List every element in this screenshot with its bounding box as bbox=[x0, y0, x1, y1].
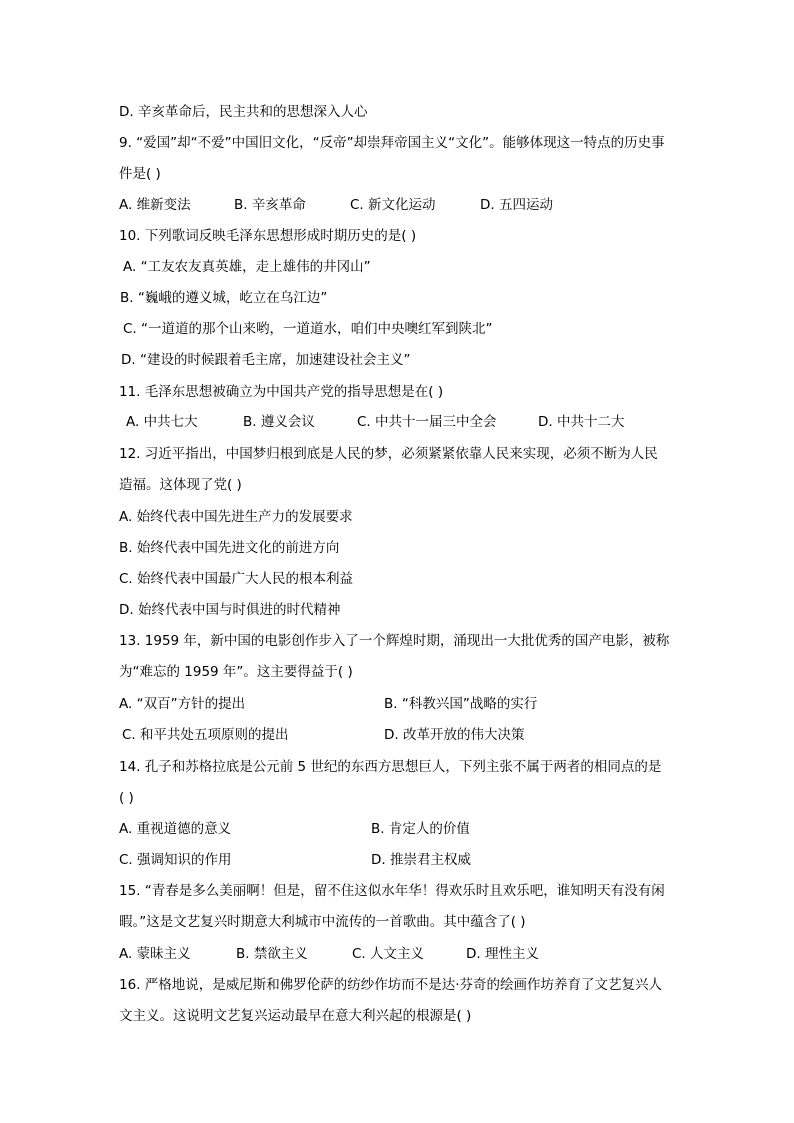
q9-stem-line1: 9. “爱国”却“不爱”中国旧文化，“反帝”却崇拜帝国主义“文化”。能够体现这一特点的历史事 bbox=[119, 135, 665, 151]
q14-stem-line1: 14. 孔子和苏格拉底是公元前 5 世纪的东西方思想巨人，下列主张不属于两者的相同点的是 bbox=[119, 759, 662, 775]
q14-option-c: C. 强调知识的作用 bbox=[119, 852, 232, 868]
q12-option-b: B. 始终代表中国先进文化的前进方向 bbox=[119, 540, 340, 556]
q9-option-a: A. 维新变法 bbox=[119, 197, 191, 213]
q9-option-d: D. 五四运动 bbox=[480, 197, 553, 213]
q16-stem-line2: 文主义。这说明文艺复兴运动最早在意大利兴起的根源是( ) bbox=[119, 1008, 472, 1024]
q11-option-a: A. 中共七大 bbox=[126, 414, 198, 430]
q13-stem-line2: 为“难忘的 1959 年”。这主要得益于( ) bbox=[119, 664, 353, 680]
q10-option-a: A. “工友农友真英雄，走上雄伟的井冈山” bbox=[123, 259, 371, 275]
q14-option-d: D. 推崇君主权威 bbox=[371, 852, 471, 868]
q14-stem-line2: ( ) bbox=[119, 790, 134, 806]
q15-option-b: B. 禁欲主义 bbox=[236, 946, 308, 962]
q12-option-d: D. 始终代表中国与时俱进的时代精神 bbox=[119, 602, 341, 618]
q11-option-d: D. 中共十二大 bbox=[538, 414, 625, 430]
q11-option-c: C. 中共十一届三中全会 bbox=[357, 414, 497, 430]
q8-option-d: D. 辛亥革命后，民主共和的思想深入人心 bbox=[119, 104, 368, 120]
q15-option-a: A. 蒙昧主义 bbox=[119, 946, 191, 962]
q9-option-b: B. 辛亥革命 bbox=[234, 197, 306, 213]
q15-option-d: D. 理性主义 bbox=[466, 946, 539, 962]
q12-option-c: C. 始终代表中国最广大人民的根本利益 bbox=[119, 571, 354, 587]
q9-stem-line2: 件是( ) bbox=[119, 166, 161, 182]
q12-stem-line2: 造福。这体现了党( ) bbox=[119, 477, 242, 493]
q10-stem: 10. 下列歌词反映毛泽东思想形成时期历史的是( ) bbox=[119, 228, 417, 244]
q9-option-c: C. 新文化运动 bbox=[350, 197, 436, 213]
q14-option-b: B. 肯定人的价值 bbox=[371, 821, 470, 837]
q11-stem: 11. 毛泽东思想被确立为中国共产党的指导思想是在( ) bbox=[119, 384, 444, 400]
q13-stem-line1: 13. 1959 年，新中国的电影创作步入了一个辉煌时期，涌现出一大批优秀的国产电影，被称 bbox=[119, 633, 670, 649]
q12-option-a: A. 始终代表中国先进生产力的发展要求 bbox=[119, 509, 353, 525]
q10-option-b: B. “巍峨的遵义城，屹立在乌江边” bbox=[120, 290, 328, 306]
q13-option-a: A. “双百”方针的提出 bbox=[119, 696, 246, 712]
q10-option-d: D. “建设的时候跟着毛主席，加速建设社会主义” bbox=[121, 352, 411, 368]
q15-stem-line2: 暇。”这是文艺复兴时期意大利城市中流传的一首歌曲。其中蕴含了( ) bbox=[119, 914, 526, 930]
q10-option-c: C. “一道道的那个山来哟，一道道水，咱们中央噢红军到陕北” bbox=[123, 321, 493, 337]
q12-stem-line1: 12. 习近平指出，中国梦归根到底是人民的梦，必须紧紧依靠人民来实现，必须不断为人民 bbox=[119, 446, 658, 462]
q13-option-b: B. “科教兴国”战略的实行 bbox=[384, 696, 538, 712]
q13-option-d: D. 改革开放的伟大决策 bbox=[384, 727, 525, 743]
q15-stem-line1: 15. “青春是多么美丽啊！但是，留不住这似水年华！得欢乐时且欢乐吧，谁知明天有没有闲 bbox=[119, 883, 665, 899]
q15-option-c: C. 人文主义 bbox=[352, 946, 425, 962]
q11-option-b: B. 遵义会议 bbox=[243, 414, 315, 430]
q13-option-c: C. 和平共处五项原则的提出 bbox=[122, 727, 289, 743]
q16-stem-line1: 16. 严格地说，是威尼斯和佛罗伦萨的纺纱作坊而不是达·芬奇的绘画作坊养育了文艺复兴人 bbox=[119, 977, 663, 993]
q14-option-a: A. 重视道德的意义 bbox=[119, 821, 232, 837]
